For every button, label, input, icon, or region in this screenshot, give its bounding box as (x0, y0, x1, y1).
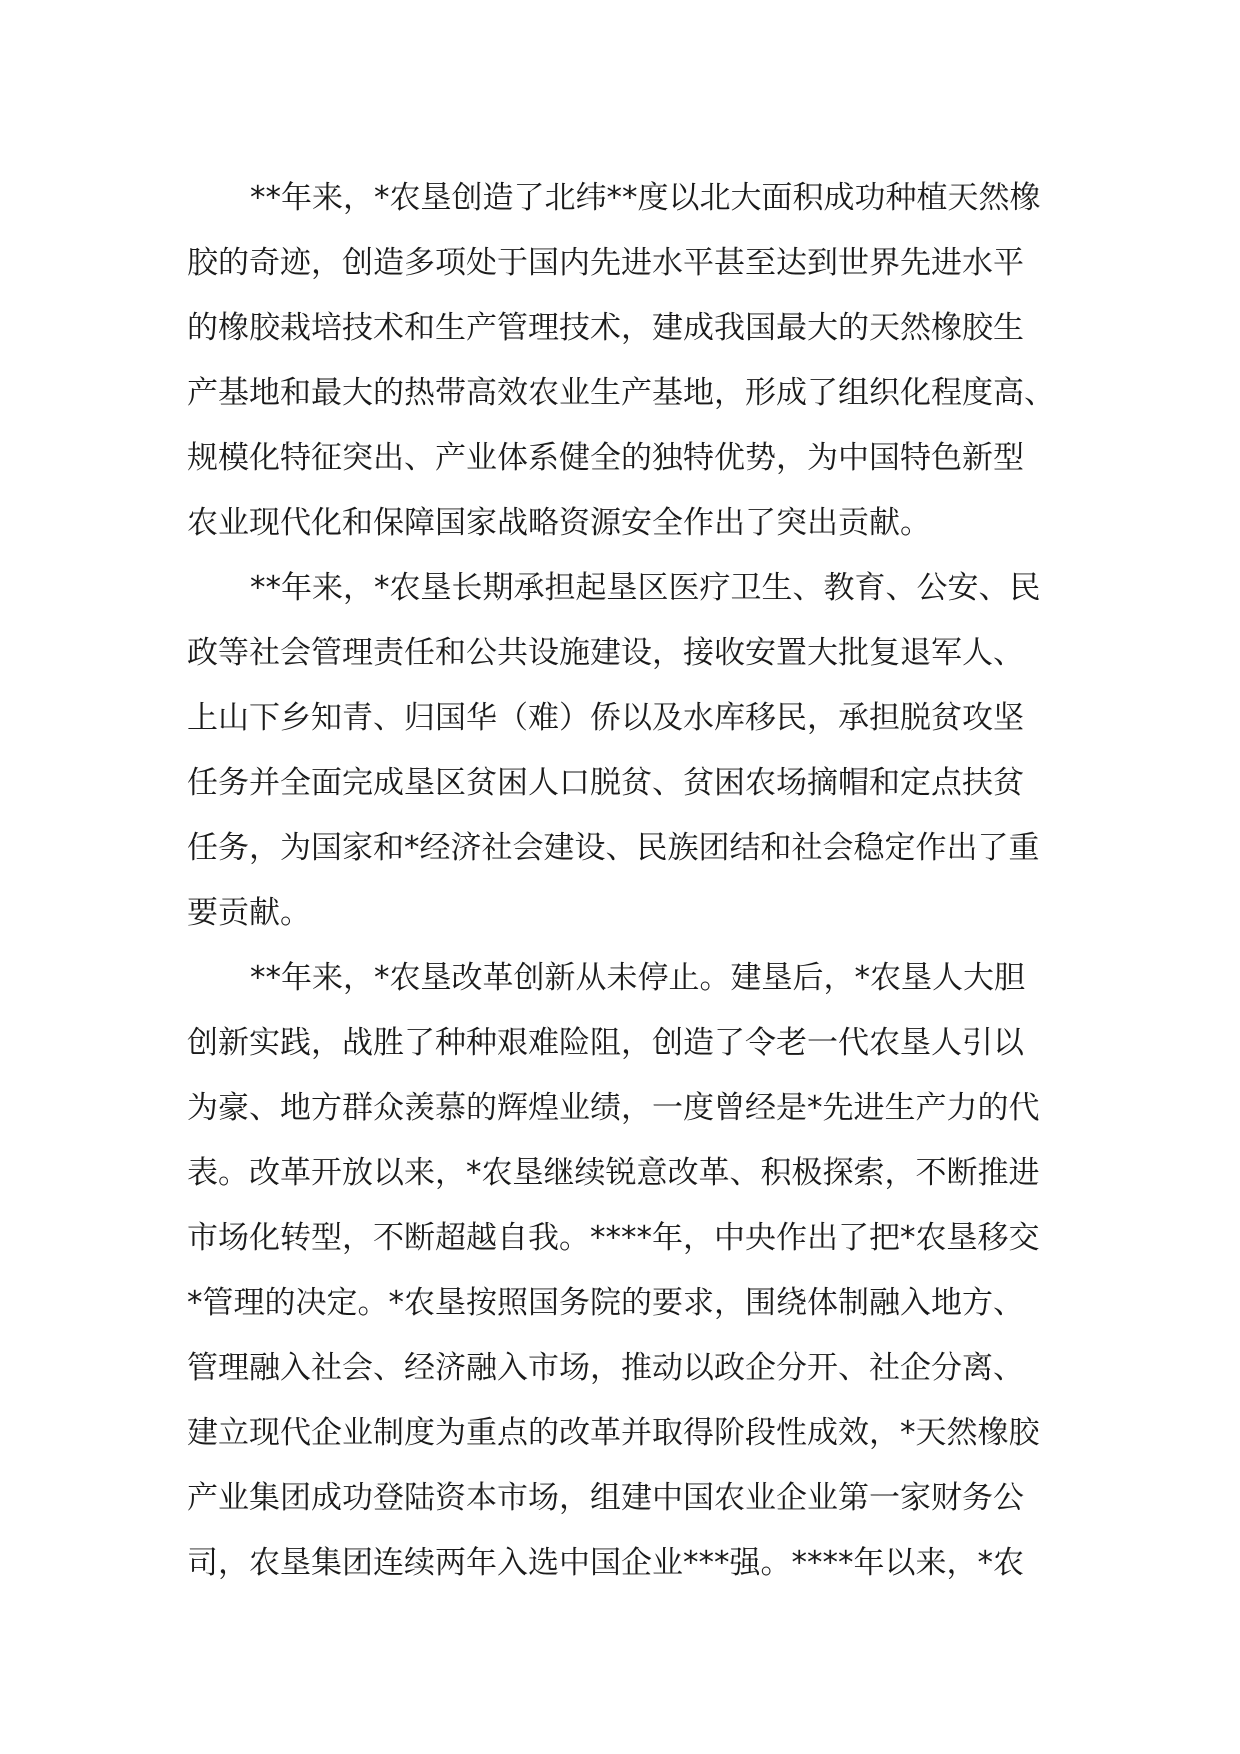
text-line: 创新实践，战胜了种种艰难险阻，创造了令老一代农垦人引以 (187, 1025, 1024, 1061)
text-line: 建立现代企业制度为重点的改革并取得阶段性成效，*天然橡胶 (187, 1415, 1040, 1451)
text-line: 上山下乡知青、归国华（难）侨以及水库移民，承担脱贫攻坚 (187, 700, 1024, 736)
text-line: 农业现代化和保障国家战略资源安全作出了突出贡献。 (187, 505, 931, 541)
text-line: **年来，*农垦创造了北纬**度以北大面积成功种植天然橡 (250, 180, 1041, 216)
text-line: *管理的决定。*农垦按照国务院的要求，围绕体制融入地方、 (187, 1285, 1024, 1321)
text-line: 产业集团成功登陆资本市场，组建中国农业企业第一家财务公 (187, 1480, 1024, 1516)
text-line: **年来，*农垦改革创新从未停止。建垦后，*农垦人大胆 (250, 960, 1025, 996)
text-line: 市场化转型，不断超越自我。****年，中央作出了把*农垦移交 (187, 1220, 1040, 1256)
paragraph-1 (187, 166, 1077, 556)
text-line: 任务，为国家和*经济社会建设、民族团结和社会稳定作出了重 (187, 830, 1040, 866)
paragraph-2 (187, 556, 1077, 946)
text-line: 政等社会管理责任和公共设施建设，接收安置大批复退军人、 (187, 635, 1024, 671)
text-line: 胶的奇迹，创造多项处于国内先进水平甚至达到世界先进水平 (187, 245, 1024, 281)
text-line: 表。改革开放以来，*农垦继续锐意改革、积极探索，不断推进 (187, 1155, 1040, 1191)
text-line: 为豪、地方群众羡慕的辉煌业绩，一度曾经是*先进生产力的代 (187, 1090, 1040, 1126)
text-line: 任务并全面完成垦区贫困人口脱贫、贫困农场摘帽和定点扶贫 (187, 765, 1024, 801)
paragraph-3 (187, 946, 1077, 1596)
text-line: 的橡胶栽培技术和生产管理技术，建成我国最大的天然橡胶生 (187, 310, 1024, 346)
text-line: 产基地和最大的热带高效农业生产基地，形成了组织化程度高、 (187, 375, 1055, 411)
text-line: **年来，*农垦长期承担起垦区医疗卫生、教育、公安、民 (250, 570, 1041, 606)
text-line: 司，农垦集团连续两年入选中国企业***强。****年以来，*农 (187, 1545, 1024, 1581)
text-line: 要贡献。 (187, 895, 311, 931)
body-text (187, 166, 1077, 1596)
text-line: 管理融入社会、经济融入市场，推动以政企分开、社企分离、 (187, 1350, 1024, 1386)
text-line: 规模化特征突出、产业体系健全的独特优势，为中国特色新型 (187, 440, 1024, 476)
